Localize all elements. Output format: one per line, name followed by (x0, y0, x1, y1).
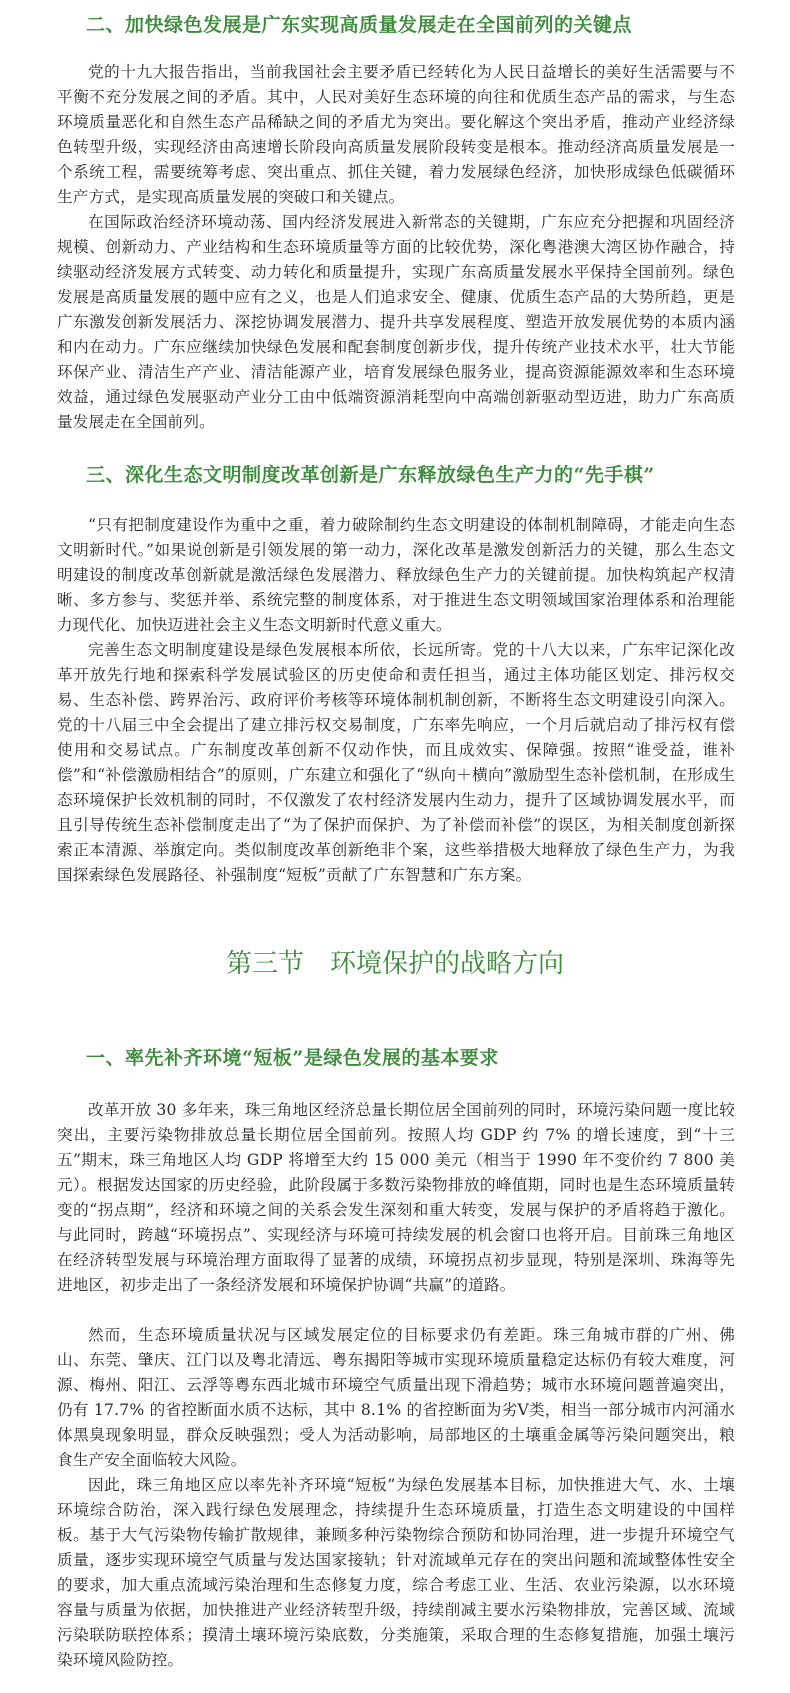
paragraph-s3-3: 因此，珠三角地区应以率先补齐环境“短板”为绿色发展基本目标，加快推进大气、水、土壤环境综合防治，深入践行绿色发展理念，持续提升生态环境质量，打造生态文明建设的中国样板。基于大气污染物传输扩散规律，兼顾多种污染物综合预防和协同治理，进一步提升环境空气质量，逐步实现环境空气质量与发达国家接轨；针对流域单元存在的突出问题和流域整体性安全的要求，加大重点流域污染治理和生态修复力度，综合考虑工业、生活、农业污染源，以水环境容量与质量为依据，加快推进产业经济转型升级，持续削减主要水污染物排放，完善区域、流域污染联防联控体系；摸清土壤环境污染底数，分类施策，采取合理的生态修复措施，加强土壤污染环境风险防控。 (57, 1476, 735, 1669)
heading-section-2: 二、加快绿色发展是广东实现高质量发展走在全国前列的关键点 (86, 14, 633, 36)
heading-section-3: 三、深化生态文明制度改革创新是广东释放绿色生产力的“先手棋” (86, 464, 655, 486)
paragraph-3-2: 完善生态文明制度建设是绿色发展根本所依，长远所寄。党的十八大以来，广东牢记深化改革开放先行地和探索科学发展试验区的历史使命和责任担当，通过主体功能区划定、排污权交易、生态补偿、跨界治污、政府评价考核等环境体制机制创新，不断将生态文明建设引向深入。党的十八届三中全会提出了建立排污权交易制度，广东率先响应，一个月后就启动了排污权有偿使用和交易试点。广东制度改革创新不仅动作快，而且成效实、保障强。按照“谁受益，谁补偿”和“补偿激励相结合”的原则，广东建立和强化了“纵向＋横向”激励型生态补偿机制，在形成生态环境保护长效机制的同时，不仅激发了农村经济发展内生动力，提升了区域协调发展水平，而且引导传统生态补偿制度走出了“为了保护而保护、为了补偿而补偿”的误区，为相关制度创新探索正本清源、举旗定向。类似制度改革创新绝非个案，这些举措极大地释放了绿色生产力，为我国探索绿色发展路径、补强制度“短板”贡献了广东智慧和广东方案。 (57, 641, 735, 884)
paragraph-s3-1: 改革开放 30 多年来，珠三角地区经济总量长期位居全国前列的同时，环境污染问题一度比较突出，主要污染物排放总量长期位居全国前列。按照人均 GDP 约 7% 的增长速度，到“十三五”期末，珠三角地区人均 GDP 将增至大约 15 000 美元（相当于 1990 年不变价约 7 800 美元）。根据发达国家的历史经验，此阶段属于多数污染物排放的峰值期，同时也是生态环境质量转变的“拐点期”，经济和环境之间的关系会发生深刻和重大转变，发展与保护的矛盾将趋于激化。与此同时，跨越“环境拐点”、实现经济与环境可持续发展的机会窗口也将开启。目前珠三角地区在经济转型发展与环境治理方面取得了显著的成绩，环境拐点初步显现，特别是深圳、珠海等先进地区，初步走出了一条经济发展和环境保护协调“共赢”的道路。 (57, 1101, 735, 1294)
paragraph-s3-2: 然而，生态环境质量状况与区域发展定位的目标要求仍有差距。珠三角城市群的广州、佛山、东莞、肇庆、江门以及粤北清远、粤东揭阳等城市实现环境质量稳定达标仍有较大难度，河源、梅州、阳江、云浮等粤东西北城市环境空气质量出现下滑趋势；城市水环境问题普遍突出，仍有 17.7% 的省控断面水质不达标，其中 8.1% 的省控断面为劣Ⅴ类，相当一部分城市内河涌水体黑臭现象明显，群众反映强烈；受人为活动影响，局部地区的土壤重金属等污染问题突出，粮食生产安全面临较大风险。 (57, 1326, 735, 1469)
heading-subsection-1: 一、率先补齐环境“短板”是绿色发展的基本要求 (86, 1047, 499, 1069)
paragraph-3-1: “只有把制度建设作为重中之重，着力破除制约生态文明建设的体制机制障碍，才能走向生态文明新时代。”如果说创新是引领发展的第一动力，深化改革是激发创新活力的关键，那么生态文明建设的制度改革创新就是激活绿色发展潜力、释放绿色生产力的关键前提。加快构筑起产权清晰、多方参与、奖惩并举、系统完整的制度体系，对于推进生态文明领域国家治理体系和治理能力现代化、加快迈进社会主义生态文明新时代意义重大。 (57, 516, 735, 634)
paragraph-2-2: 在国际政治经济环境动荡、国内经济发展进入新常态的关键期，广东应充分把握和巩固经济规模、创新动力、产业结构和生态环境质量等方面的比较优势，深化粤港澳大湾区协作融合，持续驱动经济发展方式转变、动力转化和质量提升，实现广东高质量发展水平保持全国前列。绿色发展是高质量发展的题中应有之义，也是人们追求安全、健康、优质生态产品的大势所趋，更是广东激发创新发展活力、深挖协调发展潜力、提升共享发展程度、塑造开放发展优势的本质内涵和内在动力。广东应继续加快绿色发展和配套制度创新步伐，提升传统产业技术水平，壮大节能环保产业、清洁生产产业、清洁能源产业，培育发展绿色服务业，提高资源能源效率和生态环境效益，通过绿色发展驱动产业分工由中低端资源消耗型向中高端创新驱动型迈进，助力广东高质量发展走在全国前列。 (57, 213, 735, 431)
paragraph-2-1: 党的十九大报告指出，当前我国社会主要矛盾已经转化为人民日益增长的美好生活需要与不平衡不充分发展之间的矛盾。其中，人民对美好生态环境的向往和优质生态产品的需求，与生态环境质量恶化和自然生态产品稀缺之间的矛盾尤为突出。要化解这个突出矛盾，推动产业经济绿色转型升级，实现经济由高速增长阶段向高质量发展阶段转变是根本。推动经济高质量发展是一个系统工程，需要统筹考虑、突出重点、抓住关键，着力发展绿色经济，加快形成绿色低碳循环生产方式，是实现高质量发展的突破口和关键点。 (57, 63, 735, 206)
chapter-section-title: 第三节 环境保护的战略方向 (225, 949, 564, 979)
